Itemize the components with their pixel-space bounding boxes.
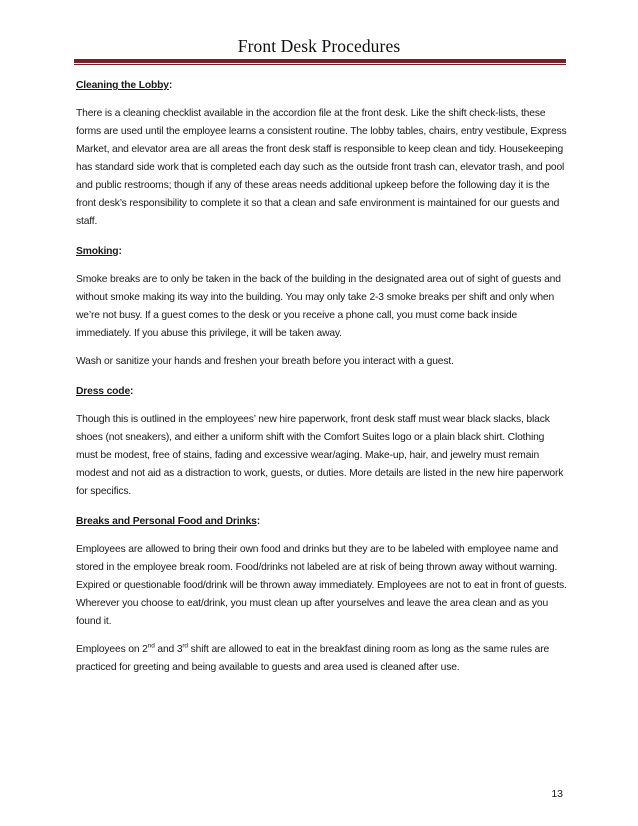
page-title: Front Desk Procedures [237,36,401,56]
paragraph-smoking: Smoke breaks are to only be taken in the back of the building in the designated area out of sight of guests and without smoke making its way into the building. You may only take 2-3 smoke breaks per shift and only when we’re not busy. If a guest comes to the desk or you receive a phone call, you must come back inside immediately. If you abuse this privilege, it will be taken away. [76,274,561,339]
section-heading-smoking: Smoking: [76,246,122,257]
paragraph-shift-dining: Employees on 2nd and 3rd shift are allowed to eat in the breakfast dining room as long as the same rules are practiced for greeting and being available to guests and area used is cleaned after use. [76,642,550,673]
title-rule-thin [74,64,566,65]
section-heading-cleaning-the-lobby: Cleaning the Lobby: [76,80,173,91]
paragraph-breaks-and-food: Employees are allowed to bring their own food and drinks but they are to be labeled with employee name and stored in the employee break room. Food/drinks not labeled are at risk of being thrown away without warning. Expired or questionable food/drink will be thrown away immediately. Employees are not to eat in front of guests. Wherever you choose to eat/drink, you must clean up after yourselves and leave the area clean and as you found it. [76,544,567,627]
document-body [76,77,568,687]
page-number: 13 [551,788,563,800]
paragraph-cleaning-the-lobby: There is a cleaning checklist available in the accordion file at the front desk. Like the shift check-lists, these forms are used until the employee learns a consistent routine. The lobby tables, chairs, entry vestibule, Express Market, and elevator area are all areas the front desk staff is responsible to keep clean and tidy. Housekeeping has standard side work that is completed each day such as the outside front trash can, elevator trash, and pool and public restrooms; though if any of these areas needs additional upkeep before the following day it is the front desk’s responsibility to complete it so that a clean and safe environment is maintained for our guests and staff. [76,108,567,227]
paragraph-dress-code: Though this is outlined in the employees’ new hire paperwork, front desk staff must wear black slacks, black shoes (not sneakers), and either a uniform shift with the Comfort Suites logo or a plain black shirt. Clothing must be modest, free of stains, fading and excessive wear/aging. Make-up, hair, and jewelry must remain modest and not aid as a distraction to work, guests, or duties. More details are listed in the new hire paperwork for specifics. [76,414,564,497]
section-heading-dress-code: Dress code: [76,386,134,397]
paragraph-wash-hands: Wash or sanitize your hands and freshen your breath before you interact with a guest. [76,356,454,367]
title-rule [74,59,566,63]
section-heading-breaks-and-food: Breaks and Personal Food and Drinks: [76,516,260,527]
